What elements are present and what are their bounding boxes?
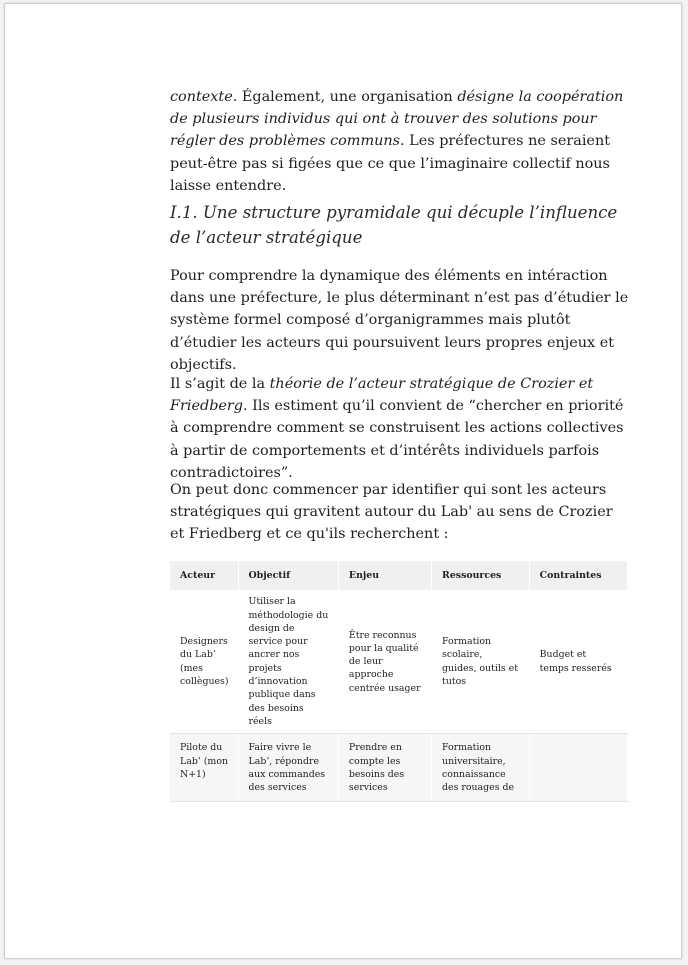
paragraph-organisation-seg2: Également, une organisation: [237, 89, 458, 105]
paragraph-theorie-seg3: . Ils estiment qu’il convient de “chercher en priorité à comprendre comment se construisent les actions collectives à partir de comportements et d’intérêts individuels parfois contradictoires”.: [170, 398, 624, 481]
header-ressources: Ressources: [432, 561, 530, 590]
cell-contraintes: Budget et temps resserés: [529, 590, 627, 733]
header-enjeu: Enjeu: [338, 561, 431, 590]
document-page: [4, 3, 682, 959]
table-row: [170, 590, 628, 733]
cell-contraintes: [529, 734, 627, 802]
section-heading: I.1. Une structure pyramidale qui décuple l’influence de l’acteur stratégique: [170, 203, 618, 247]
paragraph-dynamique: Pour comprendre la dynamique des éléments en intéraction dans une préfecture, le plus déterminant n’est pas d’étudier le système formel composé d’organigrammes mais plutôt d’étudier les acteurs qui poursuivent leurs propres enjeux et objectifs.: [170, 268, 629, 373]
header-objectif: Objectif: [238, 561, 338, 590]
paragraph-organisation-seg1: contexte.: [170, 89, 238, 105]
paragraph-theorie-seg2: théorie de l’acteur stratégique de Crozier et Friedberg: [170, 376, 594, 415]
paragraph-acteurs: On peut donc commencer par identifier qui sont les acteurs stratégiques qui gravitent autour du Lab' au sens de Crozier et Friedberg et ce qu'ils recherchent :: [170, 482, 613, 543]
cell-enjeu: Être reconnus pour la qualité de leur approche centrée usager: [338, 590, 431, 733]
cell-enjeu: Prendre en compte les besoins des services: [338, 734, 431, 802]
paragraph-organisation-seg4: . Les préfectures ne seraient peut-être pas si figées que ce que l’imaginaire collectif nous laisse entendre.: [170, 133, 611, 194]
paragraph-theorie-seg1: Il s’agit de la: [170, 376, 270, 392]
table-header-row: [170, 561, 628, 590]
paragraph-theorie: [170, 373, 630, 484]
header-acteur: Acteur: [170, 561, 238, 590]
cell-objectif: Faire vivre le Lab’, répondre aux commandes des services: [238, 734, 338, 802]
cell-acteur: Pilote du Lab’ (mon N+1): [170, 734, 238, 802]
cell-ressources: Formation scolaire, guides, outils et tutos: [432, 590, 530, 733]
cell-ressources: Formation universitaire, connaissance des rouages de: [432, 734, 530, 802]
cell-acteur: Designers du Lab’ (mes collègues): [170, 590, 238, 733]
table-row: [170, 734, 628, 802]
cell-objectif: Utiliser la méthodologie du design de service pour ancrer nos projets d’innovation publique dans des besoins réels: [238, 590, 338, 733]
actors-table: [170, 561, 628, 802]
paragraph-organisation: [170, 86, 630, 197]
header-contraintes: Contraintes: [529, 561, 627, 590]
paragraph-organisation-seg3: désigne la coopération de plusieurs individus qui ont à trouver des solutions pour régler des problèmes communs: [170, 89, 624, 150]
